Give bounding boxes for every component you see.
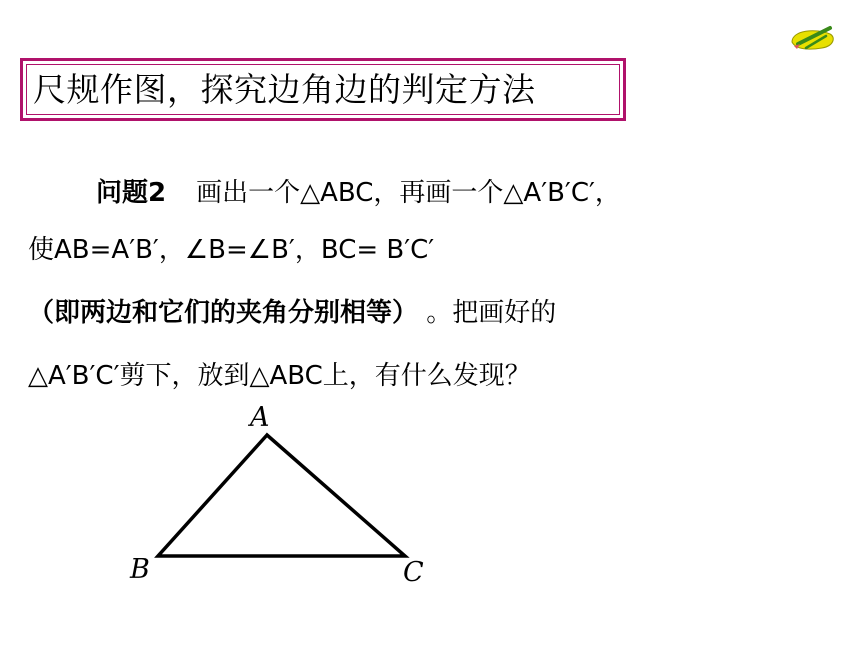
problem-text-1: 画出一个△ABC，再画一个△A′B′C′，: [196, 178, 621, 208]
vertex-label-b: B: [130, 554, 150, 585]
problem-text-2: 使AB=A′B′，∠B=∠B′，BC= B′C′: [28, 235, 435, 265]
problem-condition: （即两边和它们的夹角分别相等）: [28, 298, 419, 328]
vertex-label-a: A: [250, 402, 270, 433]
triangle-abc: [158, 435, 405, 556]
vertex-label-c: C: [403, 557, 424, 588]
problem-label: 问题2: [96, 178, 167, 208]
problem-text-4: △A′B′C′剪下，放到△ABC上，有什么发现？: [28, 361, 531, 391]
problem-text-3: 。把画好的: [418, 298, 557, 328]
page-title: 尺规作图，探究边角边的判定方法: [33, 70, 536, 109]
